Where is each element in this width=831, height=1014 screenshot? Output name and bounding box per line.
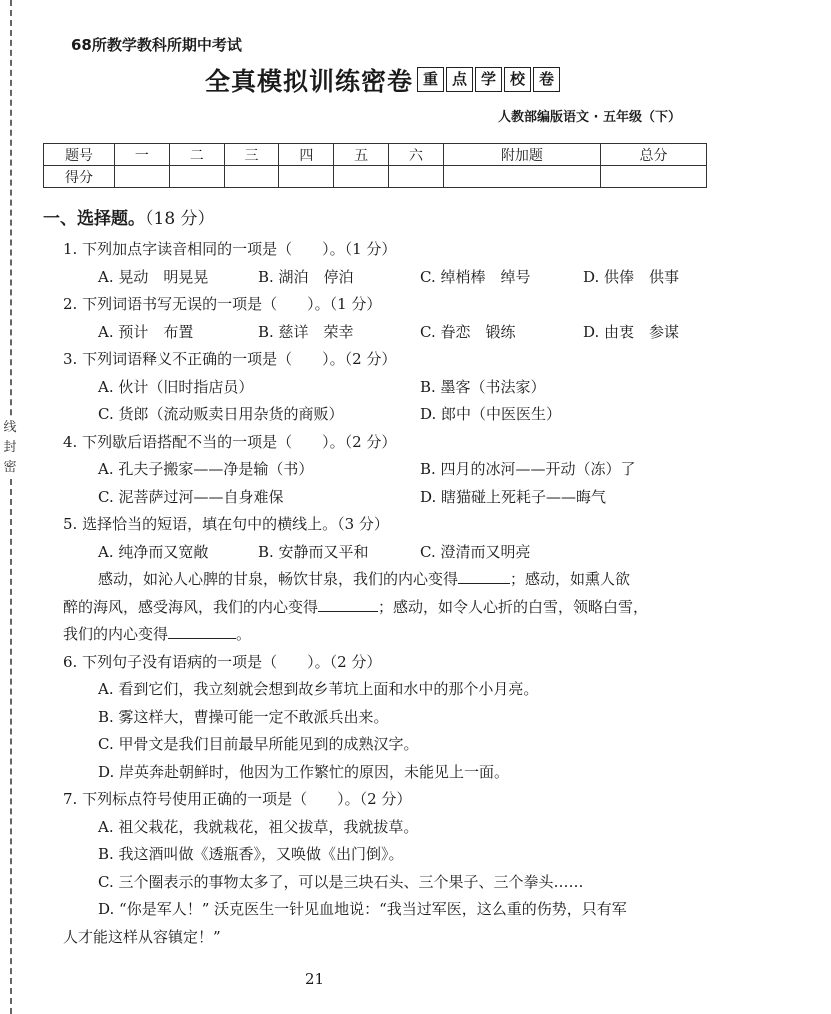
option-row <box>63 539 723 567</box>
option-row <box>63 456 723 484</box>
option-row <box>63 264 723 292</box>
option-c[interactable]: C. 三个圈表示的事物太多了，可以是三块石头、三个果子、三个拳头…… <box>98 872 584 891</box>
option-d[interactable]: D. 岸英奔赴朝鲜时，他因为工作繁忙的原因，未能见上一面。 <box>98 762 510 781</box>
question-stem <box>63 786 723 814</box>
question-stem <box>63 511 723 539</box>
option-c[interactable]: C. 绰梢棒 绰号 <box>420 267 531 286</box>
option-c[interactable]: C. 眷恋 锻练 <box>420 322 516 341</box>
passage-text: 醉的海风，感受海风，我们的内心变得 <box>63 597 319 616</box>
page-number: 21 <box>305 970 325 988</box>
score-table-header-row <box>44 144 707 166</box>
section-heading <box>43 204 215 229</box>
table-cell: 题号 <box>44 144 115 166</box>
question-stem <box>63 236 723 264</box>
passage-text: 我们的内心变得 <box>63 625 169 643</box>
stem-text: 7. 下列标点符号使用正确的一项是（ ）。（2 分） <box>63 790 412 808</box>
binding-margin-label <box>0 418 20 478</box>
option-b[interactable]: B. 慈详 荣幸 <box>258 322 354 341</box>
option-b[interactable]: B. 墨客（书法家） <box>420 377 546 396</box>
option-a[interactable]: A. 祖父栽花，我就栽花，祖父拔草，我就拔草。 <box>98 817 419 836</box>
exam-main-title: 全真模拟训练密卷 <box>205 67 414 96</box>
score-entry-cell[interactable] <box>279 166 334 188</box>
badge-char: 重 <box>417 67 444 92</box>
table-cell: 总分 <box>601 144 707 166</box>
passage-text: ；感动，如熏人欲 <box>510 570 631 588</box>
score-entry-cell[interactable] <box>389 166 444 188</box>
score-entry-cell[interactable] <box>115 166 170 188</box>
option-c[interactable]: C. 泥菩萨过河——自身难保 <box>98 487 284 506</box>
passage-line <box>63 594 648 622</box>
option-b[interactable]: B. 我这酒叫做《透瓶香》，又唤做《出门倒》。 <box>98 845 404 863</box>
question-stem <box>63 649 723 677</box>
fill-paragraph-line <box>63 594 723 622</box>
option-c[interactable]: C. 甲骨文是我们目前最早所能见到的成熟汉字。 <box>98 735 419 753</box>
option-d[interactable]: D. 瞎猫碰上死耗子——晦气 <box>420 487 607 506</box>
answer-blank[interactable] <box>458 567 510 584</box>
stem-text: 5. 选择恰当的短语，填在句中的横线上。（3 分） <box>63 515 389 533</box>
table-cell: 一 <box>115 144 170 166</box>
option-b[interactable]: B. 湖泊 停泊 <box>258 267 354 286</box>
subject-grade-label: 人教部编版语文 · 五年级（下） <box>498 110 681 125</box>
binding-dashed-line <box>10 0 12 1014</box>
table-cell: 得分 <box>44 166 115 188</box>
table-cell: 二 <box>169 144 224 166</box>
score-entry-cell[interactable] <box>334 166 389 188</box>
score-table <box>43 143 707 188</box>
option-row <box>63 731 723 759</box>
question-stem <box>63 291 723 319</box>
option-c[interactable]: C. 澄清而又明亮 <box>420 542 531 561</box>
score-table-score-row <box>44 166 707 188</box>
passage-line <box>63 621 251 649</box>
option-b[interactable]: B. 雾这样大，曹操可能一定不敢派兵出来。 <box>98 707 389 726</box>
option-a[interactable]: A. 预计 布置 <box>98 322 194 341</box>
passage-text: 。 <box>236 625 252 643</box>
question-stem <box>63 429 723 457</box>
option-d[interactable]: D. 由衷 参谋 <box>583 322 680 341</box>
fill-paragraph-line <box>63 621 723 649</box>
badge-char: 点 <box>446 67 473 92</box>
exam-series-title: 68所教学教科所期中考试 <box>71 36 242 54</box>
stem-text: 2. 下列词语书写无误的一项是（ ）。（1 分） <box>63 295 382 313</box>
table-cell: 六 <box>389 144 444 166</box>
question-stem <box>63 346 723 374</box>
question-list <box>63 236 723 951</box>
answer-blank[interactable] <box>168 622 236 639</box>
option-row <box>63 704 723 732</box>
option-a[interactable]: A. 孔夫子搬家——净是输（书） <box>98 460 314 478</box>
badge-char: 学 <box>475 67 502 92</box>
option-row <box>63 814 723 842</box>
option-d-continued: 人才能这样从容镇定！” <box>63 927 221 946</box>
fill-paragraph-line <box>63 566 723 594</box>
table-cell: 三 <box>224 144 279 166</box>
score-entry-cell[interactable] <box>443 166 600 188</box>
margin-char: 密 <box>3 460 17 475</box>
option-d[interactable]: D. 供俸 供事 <box>583 267 680 286</box>
margin-char: 封 <box>3 440 17 455</box>
option-row <box>63 759 723 787</box>
passage-line <box>98 566 630 594</box>
option-row <box>63 484 723 512</box>
option-c[interactable]: C. 货郎（流动贩卖日用杂货的商贩） <box>98 405 344 423</box>
option-row <box>63 676 723 704</box>
key-school-badge <box>417 67 560 92</box>
option-d[interactable]: D. “你是军人！” 沃克医生一针见血地说：“我当过军医，这么重的伤势，只有军 <box>98 900 627 918</box>
passage-text: ；感动，如令人心折的白雪，领略白雪， <box>378 597 649 616</box>
table-cell: 附加题 <box>443 144 600 166</box>
option-row <box>63 401 723 429</box>
section-points: （18 分） <box>145 209 215 229</box>
option-row-continued <box>63 924 723 952</box>
passage-text: 感动，如沁人心脾的甘泉，畅饮甘泉，我们的内心变得 <box>98 570 459 588</box>
section-title-text: 一、选择题。 <box>43 209 145 229</box>
option-a[interactable]: A. 纯净而又宽敞 <box>98 542 209 561</box>
stem-text: 1. 下列加点字读音相同的一项是（ ）。（1 分） <box>63 240 397 258</box>
score-entry-cell[interactable] <box>169 166 224 188</box>
option-a[interactable]: A. 伙计（旧时指店员） <box>98 377 254 396</box>
score-entry-cell[interactable] <box>601 166 707 188</box>
stem-text: 6. 下列句子没有语病的一项是（ ）。（2 分） <box>63 652 382 671</box>
option-row <box>63 869 723 897</box>
option-a[interactable]: A. 看到它们，我立刻就会想到故乡苇坑上面和水中的那个小月亮。 <box>98 680 539 698</box>
stem-text: 3. 下列词语释义不正确的一项是（ ）。（2 分） <box>63 350 397 368</box>
table-cell: 五 <box>334 144 389 166</box>
score-entry-cell[interactable] <box>224 166 279 188</box>
option-row <box>63 896 723 924</box>
answer-blank[interactable] <box>318 595 378 612</box>
option-row <box>63 319 723 347</box>
badge-char: 校 <box>504 67 531 92</box>
option-row <box>63 374 723 402</box>
option-a[interactable]: A. 晃动 明晃晃 <box>98 267 209 286</box>
option-b[interactable]: B. 四月的冰河——开动（冻）了 <box>420 460 636 478</box>
option-b[interactable]: B. 安静而又平和 <box>258 542 369 561</box>
option-d[interactable]: D. 郎中（中医医生） <box>420 405 562 423</box>
margin-char: 线 <box>3 420 17 435</box>
stem-text: 4. 下列歇后语搭配不当的一项是（ ）。（2 分） <box>63 432 397 451</box>
table-cell: 四 <box>279 144 334 166</box>
badge-char: 卷 <box>533 67 560 92</box>
option-row <box>63 841 723 869</box>
